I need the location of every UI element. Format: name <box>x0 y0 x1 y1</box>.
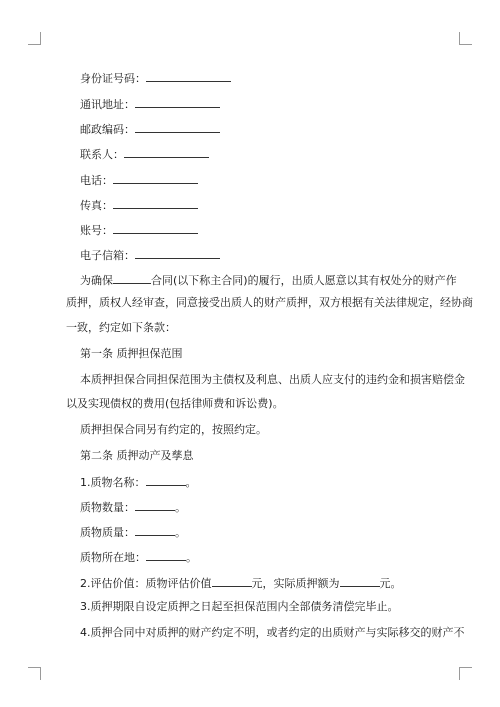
contract-name-blank[interactable] <box>113 272 151 284</box>
quality-line <box>80 524 186 540</box>
email-blank[interactable] <box>135 247 220 259</box>
item1-label: 1.质物名称： <box>80 476 146 489</box>
address-label: 通讯地址： <box>80 98 135 111</box>
crop-mark-top-left <box>28 32 41 45</box>
address-field <box>80 96 220 112</box>
email-label: 电子信箱： <box>80 249 135 262</box>
qty-end: 。 <box>175 501 186 514</box>
item1-blank[interactable] <box>146 474 186 486</box>
qty-blank[interactable] <box>135 499 175 511</box>
item2-part-c: 元。 <box>379 577 402 590</box>
email-field <box>80 247 220 263</box>
qty-line <box>80 499 186 515</box>
account-label: 账号： <box>80 224 113 237</box>
quality-end: 。 <box>175 526 186 539</box>
crop-mark-bottom-right <box>459 667 472 680</box>
id-number-label: 身份证号码： <box>80 72 146 85</box>
item2-line <box>80 575 402 591</box>
location-blank[interactable] <box>146 549 186 561</box>
fax-blank[interactable] <box>113 197 198 209</box>
contact-field <box>80 146 209 162</box>
article1-para2: 质押担保合同另有约定的，按照约定。 <box>80 423 267 436</box>
intro-line-1 <box>80 272 457 288</box>
intro-line-2: 质押，质权人经审查，同意接受出质人的财产质押，双方根据有关法律规定，经协商 <box>66 296 473 309</box>
item3-line: 3.质押期限自设定质押之日起至担保范围内全部债务清偿完毕止。 <box>80 600 399 613</box>
location-end: 。 <box>186 551 197 564</box>
quality-label: 质物质量： <box>80 526 135 539</box>
phone-label: 电话： <box>80 174 113 187</box>
quality-blank[interactable] <box>135 524 175 536</box>
account-field <box>80 222 198 238</box>
valuation-blank[interactable] <box>212 575 252 587</box>
article1-heading: 第一条 质押担保范围 <box>80 347 183 360</box>
item2-part-b: 元，实际质押额为 <box>251 577 340 590</box>
intro-line-3: 一致，约定如下条款： <box>66 321 176 334</box>
contact-label: 联系人： <box>80 148 124 161</box>
intro-part1: 为确保 <box>80 274 113 287</box>
id-number-blank[interactable] <box>146 70 231 82</box>
postcode-field <box>80 121 220 137</box>
id-number-field <box>80 70 231 86</box>
phone-field <box>80 172 198 188</box>
location-label: 质物所在地： <box>80 551 146 564</box>
fax-label: 传真： <box>80 199 113 212</box>
item1-line <box>80 474 197 490</box>
fax-field <box>80 197 198 213</box>
pledge-amount-blank[interactable] <box>340 575 380 587</box>
item2-part-a: 2.评估价值：质物评估价值 <box>80 577 212 590</box>
article1-para-line1: 本质押担保合同担保范围为主债权及利息、出质人应支付的违约金和损害赔偿金 <box>80 373 465 386</box>
phone-blank[interactable] <box>113 172 198 184</box>
crop-mark-bottom-left <box>28 667 41 680</box>
intro-part2: 合同(以下称主合同)的履行，出质人愿意以其有权处分的财产作 <box>151 274 457 287</box>
contact-blank[interactable] <box>124 146 209 158</box>
postcode-blank[interactable] <box>135 121 220 133</box>
address-blank[interactable] <box>135 96 220 108</box>
postcode-label: 邮政编码： <box>80 123 135 136</box>
article2-heading: 第二条 质押动产及孳息 <box>80 449 194 462</box>
account-blank[interactable] <box>113 222 198 234</box>
crop-mark-top-right <box>459 32 472 45</box>
qty-label: 质物数量： <box>80 501 135 514</box>
location-line <box>80 549 197 565</box>
article1-para-line2: 以及实现债权的费用(包括律师费和诉讼费)。 <box>66 397 284 410</box>
item4-line: 4.质押合同中对质押的财产约定不明，或者约定的出质财产与实际移交的财产不 <box>80 626 465 639</box>
item1-end: 。 <box>185 476 197 489</box>
